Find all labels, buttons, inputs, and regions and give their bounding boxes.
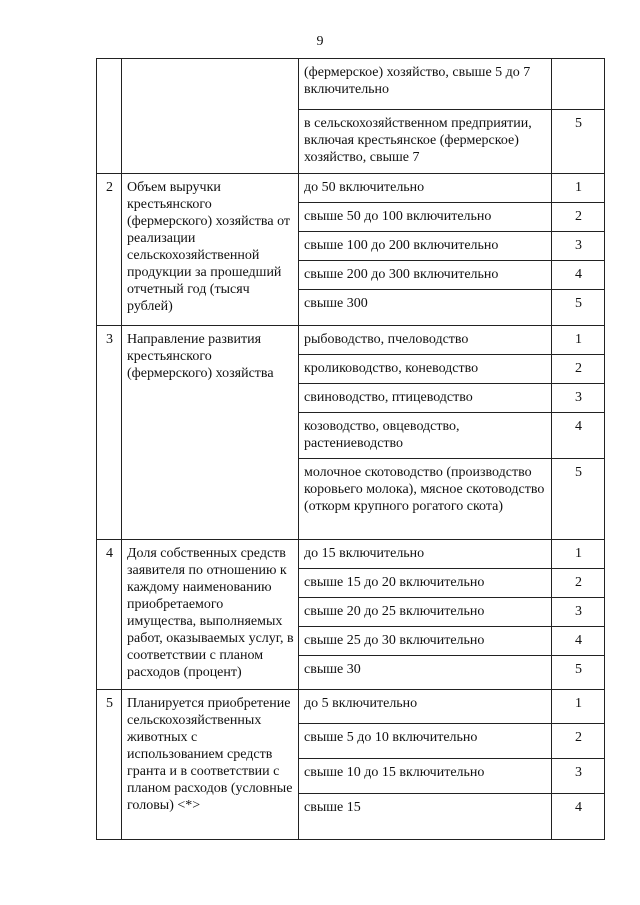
criterion-text: Планируется приобретение сельскохозяйственных животных с использованием средств гранта и в соответствии с планом расходов (условные головы) <*> <box>122 690 299 840</box>
criterion-number: 3 <box>97 326 122 540</box>
table-row <box>97 59 605 110</box>
criterion-text <box>122 59 299 174</box>
option-value: свыше 100 до 200 включительно <box>299 232 552 261</box>
option-value: до 5 включительно <box>299 690 552 724</box>
option-value: свыше 50 до 100 включительно <box>299 203 552 232</box>
criterion-text: Направление развития крестьянского (фермерского) хозяйства <box>122 326 299 540</box>
option-value: свыше 200 до 300 включительно <box>299 261 552 290</box>
option-points: 5 <box>552 459 605 540</box>
option-value: молочное скотоводство (производство коровьего молока), мясное скотоводство (откорм крупного рогатого скота) <box>299 459 552 540</box>
option-value: кролиководство, коневодство <box>299 355 552 384</box>
option-points: 2 <box>552 569 605 598</box>
option-value: свыше 15 <box>299 794 552 840</box>
criterion-text: Объем выручки крестьянского (фермерского) хозяйства от реализации сельскохозяйственной продукции за прошедший отчетный год (тысяч рублей) <box>122 174 299 326</box>
option-points: 1 <box>552 326 605 355</box>
table-row <box>97 326 605 355</box>
page-number: 9 <box>316 34 324 49</box>
option-points <box>552 59 605 110</box>
criterion-number: 5 <box>97 690 122 840</box>
option-value: свыше 300 <box>299 290 552 326</box>
option-points: 5 <box>552 110 605 174</box>
option-value: рыбоводство, пчеловодство <box>299 326 552 355</box>
criterion-number: 2 <box>97 174 122 326</box>
option-points: 4 <box>552 794 605 840</box>
criterion-text: Доля собственных средств заявителя по отношению к каждому наименованию приобретаемого имущества, выполняемых работ, оказываемых услуг, в соответствии с планом расходов (процент) <box>122 540 299 690</box>
option-points: 3 <box>552 384 605 413</box>
option-points: 4 <box>552 627 605 656</box>
option-points: 1 <box>552 174 605 203</box>
option-points: 4 <box>552 261 605 290</box>
option-points: 3 <box>552 232 605 261</box>
option-value: свыше 10 до 15 включительно <box>299 759 552 794</box>
option-value: свыше 15 до 20 включительно <box>299 569 552 598</box>
criterion-number <box>97 59 122 174</box>
option-value: в сельскохозяйственном предприятии, включая крестьянское (фермерское) хозяйство, свыше 7 <box>299 110 552 174</box>
option-value: козоводство, овцеводство, растениеводство <box>299 413 552 459</box>
option-value: свыше 30 <box>299 656 552 690</box>
option-points: 2 <box>552 355 605 384</box>
option-value: до 15 включительно <box>299 540 552 569</box>
criterion-number: 4 <box>97 540 122 690</box>
option-value: (фермерское) хозяйство, свыше 5 до 7 включительно <box>299 59 552 110</box>
criteria-table <box>96 58 605 840</box>
option-value: свыше 25 до 30 включительно <box>299 627 552 656</box>
option-value: свиноводство, птицеводство <box>299 384 552 413</box>
option-value: свыше 20 до 25 включительно <box>299 598 552 627</box>
option-points: 5 <box>552 290 605 326</box>
option-points: 1 <box>552 540 605 569</box>
table-row <box>97 540 605 569</box>
table-row <box>97 690 605 724</box>
table-row <box>97 174 605 203</box>
option-points: 2 <box>552 203 605 232</box>
option-value: свыше 5 до 10 включительно <box>299 724 552 759</box>
option-points: 3 <box>552 759 605 794</box>
option-points: 3 <box>552 598 605 627</box>
option-points: 1 <box>552 690 605 724</box>
option-points: 2 <box>552 724 605 759</box>
option-value: до 50 включительно <box>299 174 552 203</box>
option-points: 4 <box>552 413 605 459</box>
option-points: 5 <box>552 656 605 690</box>
